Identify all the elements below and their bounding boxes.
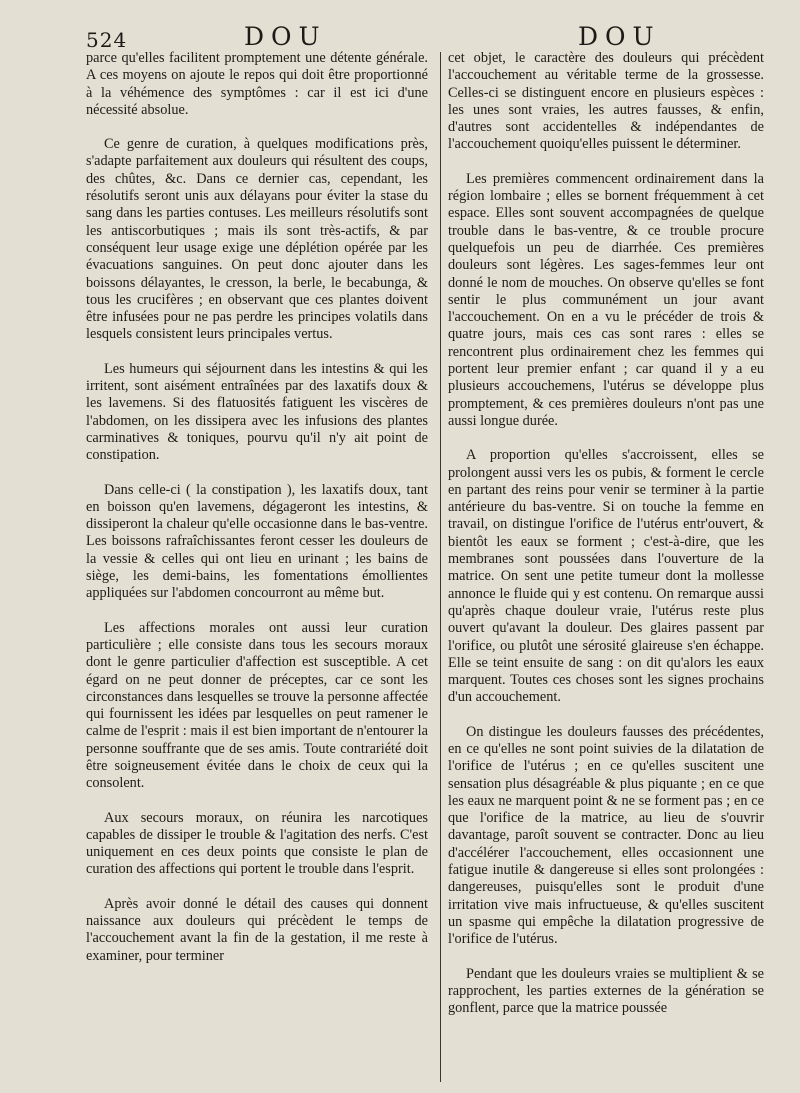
paragraph: Après avoir donné le détail des causes qui donnent naissance aux douleurs qui précèdent le temps de l'accouchement avant la fin de la gestation, il me reste à examiner, pour terminer — [86, 895, 428, 964]
headword-left: DOU — [244, 22, 327, 51]
paragraph: Les premières commencent ordinairement dans la région lombaire ; elles se bornent fréquemment à cet espace. Elles sont souvent accompagnées de quelque trouble dans le bas-ventre, & ce trouble procure quelquefois un peu de diarrhée. Ces premières douleurs sont légères. Les sages-femmes leur ont donné le nom de mouches. On observe qu'elles se font sentir le plus communément un jour avant l'accouchement. On en a vu le précéder de trois & quatre jours, mais ces cas sont rares : elles se rencontrent plus ordinairement chez les femmes qui portent leur premier enfant ; car quand il y a eu plusieurs accouchemens, l'utérus se développe plus promptement, & ces premières douleurs n'ont pas une aussi longue durée. — [448, 170, 764, 429]
paragraph: A proportion qu'elles s'accroissent, elles se prolongent aussi vers les os pubis, & forment le cercle en partant des reins pour venir se terminer à la partie antérieure du bas-ventre. Si on touche la femme en travail, on distingue l'orifice de l'utérus entr'ouvert, & bientôt les eaux se forment ; c'est-à-dire, que les membranes sont poussées dans l'ouverture de la matrice. On sent une petite tumeur dont la mollesse annonce le fluide qui y est contenu. On remarque aussi qu'après chaque douleur vraie, l'utérus reste plus ouvert qu'avant la douleur. Des glaires passent par l'orifice, ou plutôt une sérosité glaireuse s'en échappe. Elle se teint ensuite de sang : on dit qu'alors les eaux marquent. Toutes ces choses sont les signes prochains d'un accouchement. — [448, 447, 764, 706]
paragraph: Les humeurs qui séjournent dans les intestins & qui les irritent, sont aisément entraînées par des laxatifs doux & les lavemens. Si des flatuosités fatiguent les viscères de l'abdomen, on les dissipera avec les infusions des plantes carminatives & toniques, pourvu qu'il n'y ait point de constipation. — [86, 360, 428, 464]
page-number: 524 — [86, 28, 128, 52]
paragraph: Pendant que les douleurs vraies se multiplient & se rapprochent, les parties externes de la génération se gonflent, parce que la matrice poussée — [448, 965, 764, 1017]
paragraph: parce qu'elles facilitent promptement une détente générale. A ces moyens on ajoute le repos qui doit être proportionné à la véhémence des symptômes : car il est ici d'une nécessité absolue. — [86, 50, 428, 118]
running-header — [0, 22, 800, 52]
column-divider — [440, 52, 441, 1082]
paragraph: On distingue les douleurs fausses des précédentes, en ce qu'elles ne sont point suivies de la dilatation de l'orifice de l'utérus ; en ce qu'elles suscitent une sensation plus désagréable & plus piquante ; en ce que les eaux ne marquent point & ne se forment pas ; en ce que l'orifice de la matrice, au lieu de s'ouvrir davantage, paroît souvent se contracter. Donc au lieu d'accélérer l'accouchement, elles occasionnent une fatigue inutile & dangereuse si elles sont prolongées : dangereuses, puisqu'elles sont le produit d'une irritation vive mais infructueuse, & qu'elles suscitent un spasme qui empêche la dilatation progressive de l'orifice de l'utérus. — [448, 723, 764, 948]
right-column — [448, 50, 764, 1017]
paragraph: Dans celle-ci ( la constipation ), les laxatifs doux, tant en boisson qu'en lavemens, dégageront les intestins, & dissiperont la chaleur qu'elle occasionne dans le bas-ventre. Les boissons rafraîchissantes feront cesser les douleurs de la vessie & celles qui ont lieu en urinant ; les bains de siège, les demi-bains, les fomentations émollientes appliquées sur l'abdomen concourront au même but. — [86, 481, 428, 602]
paragraph: Ce genre de curation, à quelques modifications près, s'adapte parfaitement aux douleurs qui résultent des coups, des chûtes, &c. Dans ce dernier cas, cependant, les résolutifs seront unis aux délayans pour éviter la stase du sang dans les parties contuses. Les meilleurs résolutifs sont les antiscorbutiques ; mais ils sont très-actifs, & par conséquent leur usage exige une déplétion opérée par les évacuations sanguines. On peut donc ajouter dans les boissons délayantes, le cresson, la berle, le becabunga, & tous les crucifères ; en observant que ces plantes doivent être infusées pour ne pas perdre les principes volatils dans lesquels consistent leurs principales vertus. — [86, 136, 428, 343]
left-column — [86, 50, 428, 965]
paragraph: Les affections morales ont aussi leur curation particulière ; elle consiste dans tous les secours moraux dont le genre particulier d'affection est susceptible. A cet égard on ne peut donner de préceptes, car ce sont les circonstances dans lesquelles se trouve la personne affectée qui fournissent les idées par lesquelles on peut ramener le calme de l'esprit : mais il est bien important de n'entourer la personne souffrante que de ses amis. Toute contrariété doit être soigneusement évitée dans le choix de ceux qui la consolent. — [86, 619, 428, 792]
paragraph: Aux secours moraux, on réunira les narcotiques capables de dissiper le trouble & l'agitation des nerfs. C'est uniquement en ces deux points que consiste le plan de curation des affections qui portent le trouble dans l'esprit. — [86, 809, 428, 878]
paragraph: cet objet, le caractère des douleurs qui précèdent l'accouchement au véritable terme de la grossesse. Celles-ci se distinguent encore en plusieurs espèces : les unes sont vraies, les autres fausses, & enfin, d'autres sont accidentelles & indépendantes de l'accouchement quoiqu'elles puissent le déterminer. — [448, 50, 764, 153]
headword-right: DOU — [578, 22, 661, 51]
